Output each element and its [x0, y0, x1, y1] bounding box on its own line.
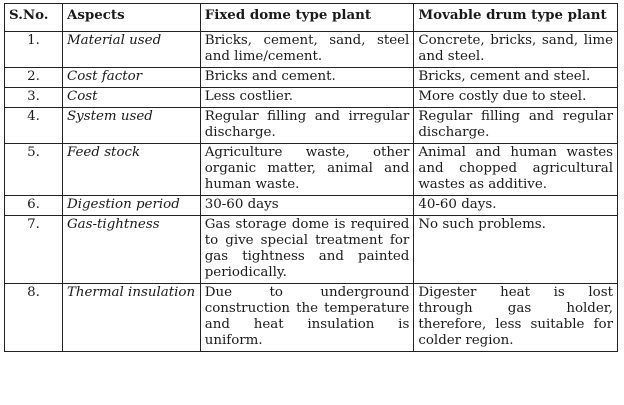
- row-aspect: Gas-tightness: [62, 216, 200, 284]
- row-movable-drum: Bricks, cement and steel.: [414, 68, 618, 88]
- table-row: [5, 216, 618, 284]
- row-aspect: System used: [62, 108, 200, 144]
- row-movable-drum: More costly due to steel.: [414, 88, 618, 108]
- row-sno: 5.: [5, 144, 63, 196]
- row-aspect: Cost factor: [62, 68, 200, 88]
- row-movable-drum: No such problems.: [414, 216, 618, 284]
- row-fixed-dome: Gas storage dome is required to give special treatment for gas tightness and painted periodically.: [200, 216, 414, 284]
- header-row: [5, 4, 618, 32]
- row-sno: 6.: [5, 196, 63, 216]
- row-sno: 4.: [5, 108, 63, 144]
- row-sno: 1.: [5, 32, 63, 68]
- row-movable-drum: Regular filling and regular discharge.: [414, 108, 618, 144]
- row-aspect: Feed stock: [62, 144, 200, 196]
- row-movable-drum: Digester heat is lost through gas holder, therefore, less suitable for colder region.: [414, 284, 618, 352]
- row-movable-drum: Concrete, bricks, sand, lime and steel.: [414, 32, 618, 68]
- row-aspect: Thermal insulation: [62, 284, 200, 352]
- header-aspects: Aspects: [62, 4, 200, 32]
- row-sno: 7.: [5, 216, 63, 284]
- row-sno: 3.: [5, 88, 63, 108]
- row-aspect: Cost: [62, 88, 200, 108]
- table-row: [5, 108, 618, 144]
- comparison-table: [4, 3, 618, 352]
- table-row: [5, 196, 618, 216]
- table-row: [5, 88, 618, 108]
- row-fixed-dome: Bricks, cement, sand, steel and lime/cement.: [200, 32, 414, 68]
- table-row: [5, 32, 618, 68]
- row-fixed-dome: Agriculture waste, other organic matter, animal and human waste.: [200, 144, 414, 196]
- row-fixed-dome: Less costlier.: [200, 88, 414, 108]
- row-fixed-dome: 30-60 days: [200, 196, 414, 216]
- row-aspect: Material used: [62, 32, 200, 68]
- header-movable-drum: Movable drum type plant: [414, 4, 618, 32]
- table-row: [5, 144, 618, 196]
- row-sno: 8.: [5, 284, 63, 352]
- row-aspect: Digestion period: [62, 196, 200, 216]
- row-fixed-dome: Due to underground construction the temperature and heat insulation is uniform.: [200, 284, 414, 352]
- table-row: [5, 68, 618, 88]
- row-movable-drum: Animal and human wastes and chopped agricultural wastes as additive.: [414, 144, 618, 196]
- table-row: [5, 284, 618, 352]
- row-sno: 2.: [5, 68, 63, 88]
- row-movable-drum: 40-60 days.: [414, 196, 618, 216]
- header-fixed-dome: Fixed dome type plant: [200, 4, 414, 32]
- row-fixed-dome: Bricks and cement.: [200, 68, 414, 88]
- header-sno: S.No.: [5, 4, 63, 32]
- row-fixed-dome: Regular filling and irregular discharge.: [200, 108, 414, 144]
